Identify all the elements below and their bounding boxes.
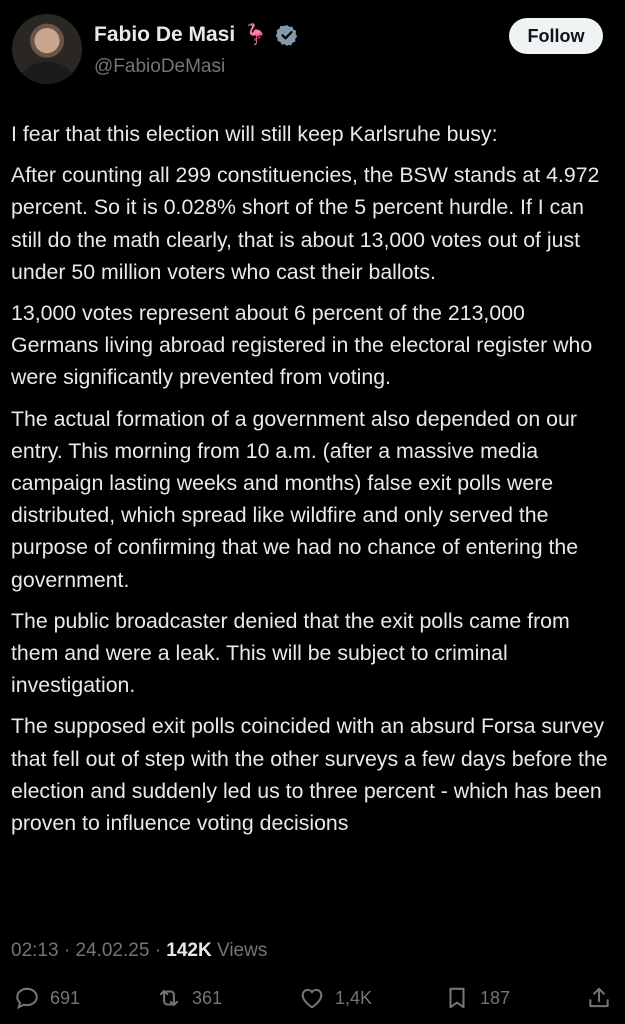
reply-count: 691 — [50, 987, 81, 1008]
tweet-text — [11, 118, 615, 848]
share-icon — [586, 985, 612, 1011]
meta-separator: · — [154, 940, 167, 961]
tweet-paragraph: The actual formation of a government also depended on our entry. This morning from 10 a.m. (after a massive media campaign lasting weeks and months) false exit polls were distributed, which spread like wildfire and only served the purpose of confirming that we had no chance of entering the government. — [11, 406, 579, 592]
tweet-paragraph: After counting all 299 constituencies, the BSW stands at 4.972 percent. So it is 0.028% short of the 5 percent hurdle. If I can still do the math clearly, that is about 13,000 votes out of just under 50 million voters who cast their ballots. — [11, 163, 600, 284]
like-icon — [299, 985, 325, 1011]
author-handle[interactable]: @FabioDeMasi — [94, 56, 226, 77]
meta-separator: · — [63, 940, 76, 961]
repost-button[interactable] — [156, 985, 222, 1011]
like-button[interactable] — [299, 985, 372, 1011]
reply-button[interactable] — [14, 985, 80, 1011]
avatar[interactable] — [12, 14, 82, 84]
tweet-header — [12, 14, 603, 86]
views-label: Views — [217, 940, 268, 961]
action-bar — [14, 985, 614, 1019]
like-count: 1,4K — [335, 987, 373, 1008]
views-count: 142K — [166, 940, 212, 961]
tweet-date[interactable]: 24.02.25 — [75, 940, 150, 961]
reply-icon — [14, 985, 40, 1011]
tweet-paragraph: 13,000 votes represent about 6 percent of the 213,000 Germans living abroad registered in the electoral register who were significantly prevented from voting. — [11, 301, 593, 390]
bookmark-count: 187 — [480, 987, 511, 1008]
tweet-paragraph: The supposed exit polls coincided with an absurd Forsa survey that fell out of step with the other surveys a few days before the election and suddenly led us to three percent - which has been proven to influence voting decisions — [11, 714, 608, 836]
bookmark-button[interactable] — [444, 985, 510, 1011]
tweet-time[interactable]: 02:13 — [11, 940, 59, 961]
flamingo-emoji: 🦩 — [243, 24, 269, 46]
tweet-paragraph: The public broadcaster denied that the exit polls came from them and were a leak. This will be subject to criminal investigation. — [11, 608, 570, 698]
author-name-row — [94, 23, 298, 47]
tweet-paragraph: I fear that this election will still keep Karlsruhe busy: — [11, 122, 498, 146]
author-name[interactable]: Fabio De Masi — [94, 23, 236, 46]
repost-icon — [156, 985, 182, 1011]
repost-count: 361 — [192, 987, 223, 1008]
share-button[interactable] — [586, 985, 612, 1011]
verified-badge-icon — [276, 24, 298, 46]
bookmark-icon — [444, 985, 470, 1011]
follow-button[interactable]: Follow — [509, 18, 603, 54]
tweet-meta — [11, 940, 267, 962]
